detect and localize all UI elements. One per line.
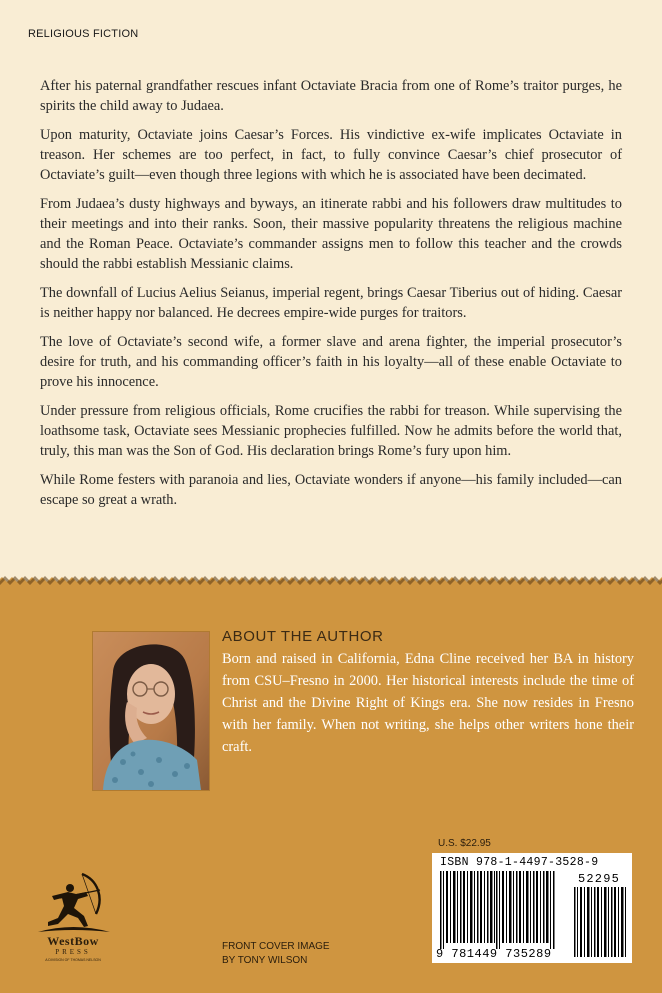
price-label: U.S. $22.95 bbox=[438, 838, 491, 849]
book-description bbox=[40, 76, 622, 519]
author-bio: Born and raised in California, Edna Cline received her BA in history from CSU–Fresno in 2000. Her historical interests include the time of Christ and the Divine Right of Kings era. She now resides in Fresno with her family. When not writing, she helps other writers hone their craft. bbox=[222, 651, 634, 755]
genre-label: RELIGIOUS FICTION bbox=[28, 28, 139, 40]
barcode-number: 9 781449 735289 bbox=[436, 947, 552, 961]
blurb-paragraph: After his paternal grandfather rescues infant Octaviate Bracia from one of Rome’s traitor purges, he spirits the child away to Judaea. bbox=[40, 78, 622, 114]
blurb-paragraph: From Judaea’s dusty highways and byways, an itinerate rabbi and his followers draw multitudes to their meetings and into their ranks. Soon, their massive popularity threatens the religious machine and the Roman Peace. Octaviate’s commander assigns men to follow this teacher and the crowds should the rabbi establish Messianic claims. bbox=[40, 196, 622, 272]
publisher-press: PRESS bbox=[55, 948, 91, 956]
blurb-paragraph: Upon maturity, Octaviate joins Caesar’s Forces. His vindictive ex-wife implicates Octaviate in treason. Her schemes are too perfect, in fact, to fully convince Caesar’s chief prosecutor of Octaviate’s guilt—even though three legions with which he is associated have been decimated. bbox=[40, 127, 622, 183]
credit-line: BY TONY WILSON bbox=[222, 955, 308, 966]
isbn-barcode bbox=[432, 853, 632, 963]
publisher-division: A DIVISION OF THOMAS NELSON bbox=[45, 958, 101, 962]
blurb-paragraph: While Rome festers with paranoia and lies, Octaviate wonders if anyone—his family included—can escape so great a wrath. bbox=[40, 472, 622, 508]
blurb-paragraph: The love of Octaviate’s second wife, a former slave and arena fighter, the imperial prosecutor’s desire for truth, and his commanding officer’s faith in his loyalty—all of these enable Octaviate to prove his innocence. bbox=[40, 334, 622, 390]
isbn-text: ISBN 978-1-4497-3528-9 bbox=[440, 856, 599, 869]
publisher-name: WestBow bbox=[47, 934, 99, 948]
decorative-border bbox=[0, 572, 662, 590]
blurb-paragraph: The downfall of Lucius Aelius Seianus, imperial regent, brings Caesar Tiberius out of hiding. Caesar is neither happy nor balanced. He decrees empire-wide purges for traitors. bbox=[40, 285, 622, 321]
author-photo bbox=[92, 631, 210, 791]
credit-line: FRONT COVER IMAGE bbox=[222, 941, 330, 952]
blurb-paragraph: Under pressure from religious officials, Rome crucifies the rabbi for treason. While supervising the loathsome task, Octaviate sees Messianic prophecies fulfilled. Now he admits before the world that, truly, this man was the Son of God. His declaration brings Rome’s fury upon him. bbox=[40, 403, 622, 459]
cover-credit bbox=[222, 940, 330, 968]
about-author-heading: ABOUT THE AUTHOR bbox=[222, 628, 384, 645]
barcode-addon-number: 52295 bbox=[578, 872, 621, 886]
